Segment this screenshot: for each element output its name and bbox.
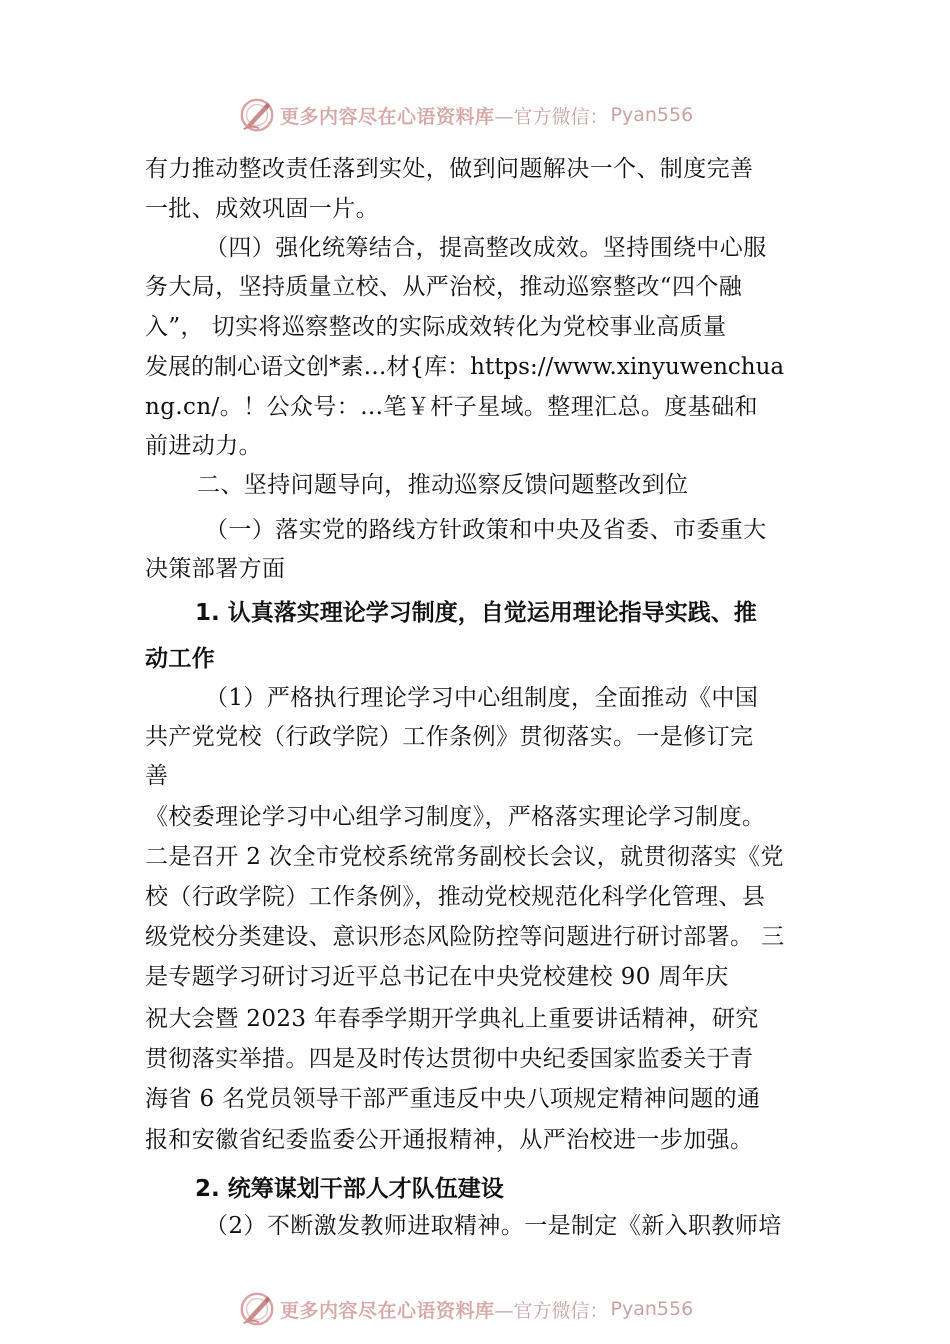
paragraph-line: 校（行政学院）工作条例》，推动党校规范化科学化管理、县 [145, 884, 766, 910]
paragraph-line: 海省 6 名党员领导干部严重违反中央八项规定精神问题的通 [145, 1086, 761, 1112]
subsection-heading: 决策部署方面 [145, 556, 286, 582]
paragraph-line: （2）不断激发教师进取精神。一是制定《新入职教师培 [205, 1213, 782, 1239]
paragraph-line: 祝大会暨 2023 年春季学期开学典礼上重要讲话精神，研究 [145, 1006, 759, 1032]
watermark-main-text: 更多内容尽在心语资料库 [280, 105, 495, 128]
numbered-heading: 动工作 [145, 646, 216, 672]
paragraph-line: （四）强化统筹结合，提高整改成效。坚持围绕中心服 [205, 235, 767, 261]
header-watermark [238, 95, 693, 135]
paragraph-line: 二是召开 2 次全市党校系统常务副校长会议，就贯彻落实《党 [145, 844, 784, 870]
pen-seal-logo-icon [238, 1290, 276, 1328]
paragraph-line: 一批、成效巩固一片。 [145, 196, 379, 222]
paragraph-line: 级党校分类建设、意识形态风险防控等问题进行研讨部署。 三 [145, 924, 785, 950]
section-heading: 二、坚持问题导向，推动巡察反馈问题整改到位 [197, 472, 689, 498]
paragraph-line: 《校委理论学习中心组学习制度》，严格落实理论学习制度。 [145, 804, 766, 830]
paragraph-line: 发展的制心语文创*素…材{库：https://www.xinyuwenchua [145, 354, 785, 380]
footer-watermark [238, 1289, 693, 1329]
paragraph-line: 共产党党校（行政学院）工作条例》贯彻落实。一是修订完 [145, 724, 754, 750]
watermark-sub-text: —官方微信： [494, 105, 609, 128]
paragraph-line: 有力推动整改责任落到实处，做到问题解决一个、制度完善 [145, 156, 754, 182]
paragraph-line: 善 [145, 763, 169, 789]
watermark-sub-text: —官方微信： [494, 1299, 609, 1322]
paragraph-line: 入”， 切实将巡察整改的实际成效转化为党校事业高质量 [145, 314, 727, 340]
paragraph-line: 贯彻落实举措。四是及时传达贯彻中央纪委国家监委关于青 [145, 1046, 754, 1072]
paragraph-line: ng.cn/。！公众号：…笔￥杆子星域。整理汇总。度基础和 [145, 394, 758, 420]
watermark-wechat-id: Pyan556 [610, 1298, 694, 1320]
paragraph-line: 是专题学习研讨习近平总书记在中央党校建校 90 周年庆 [145, 964, 729, 990]
pen-seal-logo-icon [238, 96, 276, 134]
watermark-wechat-id: Pyan556 [610, 104, 694, 126]
watermark-main-text: 更多内容尽在心语资料库 [280, 1299, 495, 1322]
paragraph-line: 务大局，坚持质量立校、从严治校，推动巡察整改“四个融 [145, 274, 743, 300]
paragraph-line: （1）严格执行理论学习中心组制度，全面推动《中国 [205, 685, 759, 711]
subsection-heading: （一）落实党的路线方针政策和中央及省委、市委重大 [205, 517, 767, 543]
paragraph-line: 前进动力。 [145, 433, 262, 459]
paragraph-line: 报和安徽省纪委监委公开通报精神，从严治校进一步加强。 [145, 1127, 754, 1153]
numbered-heading: 1. 认真落实理论学习制度，自觉运用理论指导实践、推 [195, 600, 757, 626]
numbered-heading: 2. 统筹谋划干部人才队伍建设 [195, 1176, 504, 1202]
